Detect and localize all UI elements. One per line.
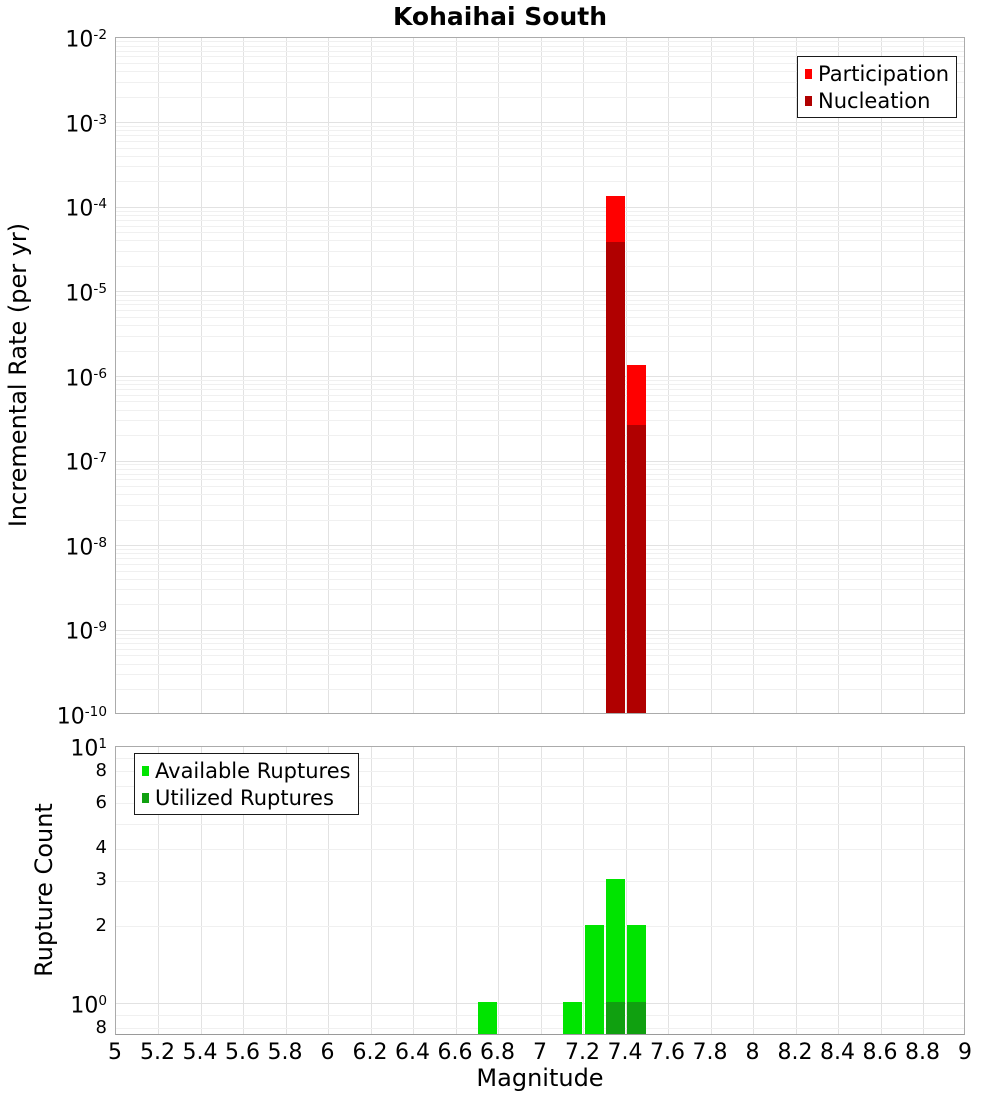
minor-gridline (116, 881, 964, 882)
gridline (711, 747, 712, 1034)
y-tick-label: 8 (95, 1016, 107, 1038)
minor-gridline (116, 564, 964, 565)
minor-gridline (116, 824, 964, 825)
minor-gridline (116, 232, 964, 233)
x-tick-label: 5.6 (225, 1040, 260, 1065)
rate-plot-area (115, 37, 965, 714)
gridline (881, 747, 882, 1034)
x-tick-label: 6.8 (480, 1040, 515, 1065)
minor-gridline (116, 553, 964, 554)
gridline (541, 747, 542, 1034)
minor-gridline (116, 520, 964, 521)
legend-item-nucleation (805, 87, 949, 114)
minor-gridline (116, 300, 964, 301)
minor-gridline (116, 474, 964, 475)
minor-gridline (116, 380, 964, 381)
minor-gridline (116, 266, 964, 267)
y-tick-label: $10^{-6}$ (65, 365, 107, 391)
minor-gridline (116, 674, 964, 675)
nucleation-bar (606, 242, 625, 713)
legend-item-utilized-ruptures (142, 784, 351, 811)
gridline (116, 376, 964, 377)
x-tick-label: 8.8 (905, 1040, 940, 1065)
minor-gridline (116, 126, 964, 127)
x-tick-label: 6.2 (352, 1040, 388, 1065)
available-ruptures-swatch-icon (142, 766, 149, 776)
count-legend (134, 753, 359, 815)
y-tick-label: $10^{-4}$ (65, 196, 107, 222)
minor-gridline (116, 389, 964, 390)
minor-gridline (116, 479, 964, 480)
nucleation-bar (627, 425, 646, 713)
gridline (116, 630, 964, 631)
minor-gridline (116, 141, 964, 142)
minor-gridline (116, 51, 964, 52)
y-tick-label: $10^{-5}$ (65, 280, 107, 307)
nucleation-swatch-icon (805, 96, 812, 106)
minor-gridline (116, 325, 964, 326)
minor-gridline (116, 310, 964, 311)
x-tick-label: 8 (745, 1040, 760, 1065)
gridline (838, 747, 839, 1034)
rate-y-axis-label: Incremental Rate (per yr) (4, 222, 32, 528)
legend-label-nucleation: Nucleation (818, 88, 931, 113)
minor-gridline (116, 664, 964, 665)
x-tick-label: 5.4 (182, 1040, 218, 1065)
y-tick-label: $10^1$ (70, 736, 107, 762)
minor-gridline (116, 295, 964, 296)
minor-gridline (116, 135, 964, 136)
minor-gridline (116, 689, 964, 690)
x-tick-label: 5 (108, 1040, 122, 1065)
available-ruptures-bar (478, 1002, 497, 1034)
minor-gridline (116, 181, 964, 182)
x-tick-label: 7.8 (692, 1040, 728, 1065)
legend-item-participation (805, 60, 949, 87)
minor-gridline (116, 926, 964, 927)
minor-gridline (116, 1028, 964, 1029)
count-y-axis-label: Rupture Count (30, 803, 58, 977)
y-tick-label: $10^0$ (70, 992, 107, 1019)
gridline (116, 1003, 964, 1004)
minor-gridline (116, 638, 964, 639)
y-tick-label: $10^{-10}$ (56, 704, 107, 730)
minor-gridline (116, 304, 964, 305)
legend-item-available-ruptures (142, 757, 351, 784)
x-tick-label: 8.6 (862, 1040, 898, 1065)
gridline (456, 747, 457, 1034)
y-tick-label: $10^{-7}$ (65, 450, 107, 476)
legend-label-utilized-ruptures: Utilized Ruptures (155, 785, 334, 810)
minor-gridline (116, 156, 964, 157)
minor-gridline (116, 558, 964, 559)
minor-gridline (116, 215, 964, 216)
x-tick-label: 9 (958, 1040, 972, 1065)
minor-gridline (116, 589, 964, 590)
gridline (923, 747, 924, 1034)
minor-gridline (116, 655, 964, 656)
minor-gridline (116, 420, 964, 421)
y-tick-label: 8 (95, 759, 107, 781)
minor-gridline (116, 579, 964, 580)
y-tick-label: $10^{-2}$ (65, 27, 107, 53)
y-tick-label: $10^{-3}$ (65, 111, 107, 138)
minor-gridline (116, 41, 964, 42)
minor-gridline (116, 435, 964, 436)
minor-gridline (116, 649, 964, 650)
minor-gridline (116, 401, 964, 402)
gridline (413, 747, 414, 1034)
x-tick-label: 6 (320, 1040, 335, 1065)
minor-gridline (116, 604, 964, 605)
legend-label-available-ruptures: Available Ruptures (155, 758, 351, 783)
gridline (116, 545, 964, 546)
minor-gridline (116, 505, 964, 506)
gridline (116, 207, 964, 208)
minor-gridline (116, 643, 964, 644)
utilized-ruptures-bar (606, 1002, 625, 1034)
minor-gridline (116, 410, 964, 411)
minor-gridline (116, 211, 964, 212)
minor-gridline (116, 395, 964, 396)
minor-gridline (116, 469, 964, 470)
minor-gridline (116, 464, 964, 465)
minor-gridline (116, 317, 964, 318)
minor-gridline (116, 849, 964, 850)
minor-gridline (116, 336, 964, 337)
x-tick-label: 8.4 (820, 1040, 855, 1065)
y-tick-label: $10^{-8}$ (65, 534, 107, 561)
gridline (753, 747, 754, 1034)
utilized-ruptures-bar (627, 1002, 646, 1034)
x-tick-label: 7.6 (650, 1040, 685, 1065)
available-ruptures-bar (563, 1002, 582, 1034)
x-tick-label: 5.8 (267, 1040, 303, 1065)
x-tick-label: 6.6 (437, 1040, 473, 1065)
minor-gridline (116, 571, 964, 572)
x-tick-label: 7.2 (565, 1040, 600, 1065)
minor-gridline (116, 486, 964, 487)
minor-gridline (116, 634, 964, 635)
utilized-ruptures-swatch-icon (142, 793, 149, 803)
minor-gridline (116, 251, 964, 252)
gridline (796, 747, 797, 1034)
minor-gridline (116, 166, 964, 167)
legend-label-participation: Participation (818, 61, 950, 86)
minor-gridline (116, 240, 964, 241)
minor-gridline (116, 1015, 964, 1016)
participation-swatch-icon (805, 69, 812, 79)
y-tick-label: 4 (95, 837, 107, 859)
minor-gridline (116, 549, 964, 550)
x-tick-label: 6.4 (395, 1040, 430, 1065)
y-tick-label: 2 (95, 914, 107, 936)
minor-gridline (116, 351, 964, 352)
available-ruptures-bar (585, 925, 604, 1034)
x-tick-label: 7 (533, 1040, 547, 1065)
rate-legend (797, 56, 957, 118)
y-tick-label: 3 (95, 869, 107, 891)
minor-gridline (116, 384, 964, 385)
x-tick-label: 8.2 (777, 1040, 813, 1065)
gridline (116, 291, 964, 292)
gridline (668, 747, 669, 1034)
x-axis-label: Magnitude (476, 1064, 604, 1092)
gridline (371, 747, 372, 1034)
minor-gridline (116, 226, 964, 227)
minor-gridline (116, 494, 964, 495)
minor-gridline (116, 148, 964, 149)
y-tick-label: 6 (95, 791, 107, 813)
minor-gridline (116, 130, 964, 131)
gridline (116, 122, 964, 123)
y-tick-label: $10^{-9}$ (65, 619, 107, 645)
minor-gridline (116, 46, 964, 47)
chart-title: Kohaihai South (392, 2, 607, 31)
minor-gridline (116, 220, 964, 221)
gridline (116, 461, 964, 462)
x-tick-label: 5.2 (140, 1040, 175, 1065)
gridline (498, 747, 499, 1034)
x-tick-label: 7.4 (607, 1040, 643, 1065)
